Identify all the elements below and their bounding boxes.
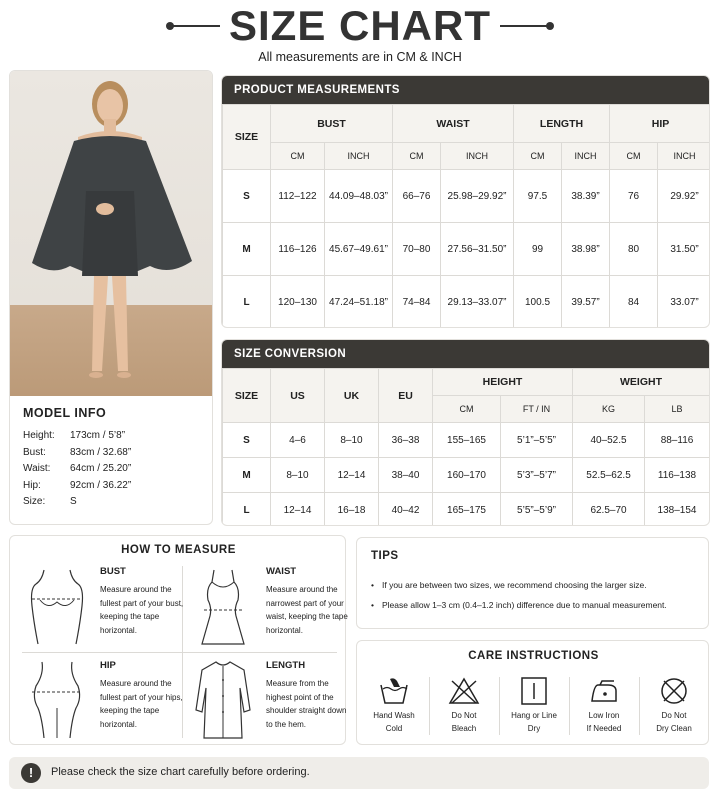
measure-bust — [22, 566, 182, 646]
unit-header: INCH — [325, 143, 393, 170]
unit-header: INCH — [562, 143, 610, 170]
table-cell: M — [223, 458, 271, 493]
model-info-heading: MODEL INFO — [23, 406, 107, 420]
model-info-row — [23, 463, 203, 480]
care-heading: CARE INSTRUCTIONS — [468, 650, 599, 662]
model-info-key: Waist: — [23, 463, 51, 474]
model-info-value: 173cm / 5’8” — [70, 430, 126, 441]
size-column-header: SIZE — [223, 369, 271, 423]
tip-item — [371, 580, 647, 590]
table-row — [223, 276, 711, 329]
care-item — [499, 671, 569, 741]
tip-text: Please allow 1–3 cm (0.4–1.2 inch) difference due to manual measurement. — [382, 600, 667, 610]
unit-header: CM — [393, 143, 441, 170]
hang-dry-icon — [518, 677, 550, 705]
table-cell: 120–130 — [271, 276, 325, 329]
table-cell: 5’1”–5’5” — [501, 423, 573, 458]
care-label-line: Bleach — [451, 724, 477, 733]
table-cell: L — [223, 493, 271, 527]
unit-header: INCH — [441, 143, 514, 170]
care-instructions-panel — [356, 640, 709, 745]
size-conversion-heading: SIZE CONVERSION — [222, 340, 709, 368]
tips-heading: TIPS — [371, 550, 399, 562]
table-cell: 116–138 — [645, 458, 710, 493]
table-cell: 33.07” — [658, 276, 710, 329]
size-column-header: SIZE — [223, 105, 271, 170]
care-label — [359, 709, 429, 735]
column-header: US — [271, 369, 325, 423]
table-cell: 52.5–62.5 — [573, 458, 645, 493]
low-iron-icon — [588, 677, 620, 705]
column-group-header: WAIST — [393, 105, 514, 143]
table-cell: 80 — [610, 223, 658, 276]
table-cell: M — [223, 223, 271, 276]
notice-bar — [9, 757, 709, 789]
unit-header: KG — [573, 396, 645, 423]
table-cell: 8–10 — [325, 423, 379, 458]
measure-waist — [188, 566, 348, 646]
care-label-line: Dry Clean — [656, 724, 692, 733]
table-row — [223, 223, 711, 276]
waist-dress-icon — [188, 566, 258, 646]
do-not-dry-clean-icon — [658, 677, 690, 705]
table-cell: 88–116 — [645, 423, 710, 458]
table-cell: 36–38 — [379, 423, 433, 458]
table-cell: 160–170 — [433, 458, 501, 493]
table-cell: 66–76 — [393, 170, 441, 223]
care-label-line: Do Not — [661, 711, 687, 720]
table-cell: 25.98–29.92” — [441, 170, 514, 223]
unit-header: CM — [610, 143, 658, 170]
table-cell: 74–84 — [393, 276, 441, 329]
table-cell: 40–52.5 — [573, 423, 645, 458]
table-cell: S — [223, 170, 271, 223]
care-label-line: Dry — [527, 724, 541, 733]
table-cell: 116–126 — [271, 223, 325, 276]
product-measurements-table — [221, 75, 710, 328]
table-cell: 8–10 — [271, 458, 325, 493]
model-illustration — [10, 71, 212, 396]
care-item — [359, 671, 429, 741]
table-cell: 100.5 — [514, 276, 562, 329]
model-info-row — [23, 430, 203, 447]
model-info — [23, 406, 203, 513]
how-to-measure-heading: HOW TO MEASURE — [121, 544, 236, 556]
table-cell: 29.13–33.07” — [441, 276, 514, 329]
model-info-key: Size: — [23, 496, 46, 507]
care-label-line: Low Iron — [588, 711, 620, 720]
table-cell: 38–40 — [379, 458, 433, 493]
column-group-header: LENGTH — [514, 105, 610, 143]
table-cell: S — [223, 423, 271, 458]
table-cell: 12–14 — [325, 458, 379, 493]
care-label-line: Hang or Line — [511, 711, 557, 720]
measure-description: Measure around the fullest part of your bust, keeping the tape horizontal. — [100, 585, 184, 635]
hand-wash-icon — [378, 677, 410, 705]
how-to-measure-panel — [9, 535, 346, 745]
table-cell: 45.67–49.61” — [325, 223, 393, 276]
size-conversion-table — [221, 339, 710, 526]
table-row — [223, 458, 710, 493]
model-info-value: S — [70, 496, 77, 507]
care-item — [429, 671, 499, 741]
model-info-value: 64cm / 25.20” — [70, 463, 132, 474]
table-cell: 5’3”–5’7” — [501, 458, 573, 493]
unit-header: INCH — [658, 143, 710, 170]
model-photo — [10, 71, 212, 396]
unit-header: LB — [645, 396, 710, 423]
care-label — [639, 709, 709, 735]
table-cell: 76 — [610, 170, 658, 223]
table-row — [223, 423, 710, 458]
table-cell: 31.50” — [658, 223, 710, 276]
model-info-value: 83cm / 32.68” — [70, 446, 132, 458]
measure-description: Measure from the highest point of the shoulder straight down to the hem. — [266, 679, 347, 729]
conversion-table — [222, 368, 710, 526]
column-group-header: HIP — [610, 105, 710, 143]
table-cell: 27.56–31.50” — [441, 223, 514, 276]
model-info-key: Hip: — [23, 479, 41, 491]
table-cell: 5’5”–5’9” — [501, 493, 573, 527]
table-cell: 112–122 — [271, 170, 325, 223]
model-info-key: Height: — [23, 430, 55, 441]
care-label — [429, 709, 499, 735]
table-cell: 84 — [610, 276, 658, 329]
model-info-row — [23, 447, 203, 464]
table-cell: L — [223, 276, 271, 329]
measure-length — [188, 660, 348, 740]
care-item — [569, 671, 639, 741]
table-cell: 40–42 — [379, 493, 433, 527]
care-label-line: If Needed — [586, 724, 622, 733]
divider — [22, 652, 337, 653]
column-group-header: HEIGHT — [433, 369, 573, 396]
unit-header: CM — [514, 143, 562, 170]
table-cell: 62.5–70 — [573, 493, 645, 527]
table-row — [223, 493, 710, 527]
table-cell: 4–6 — [271, 423, 325, 458]
unit-header: FT / IN — [501, 396, 573, 423]
measure-title: BUST — [100, 566, 126, 577]
model-info-key: Bust: — [23, 446, 46, 458]
table-cell: 44.09–48.03” — [325, 170, 393, 223]
table-cell: 155–165 — [433, 423, 501, 458]
column-header: UK — [325, 369, 379, 423]
table-cell: 38.39” — [562, 170, 610, 223]
length-dress-icon — [188, 660, 258, 740]
column-header: EU — [379, 369, 433, 423]
care-label-line: Cold — [385, 724, 403, 733]
product-measurements-heading: PRODUCT MEASUREMENTS — [222, 76, 709, 104]
bullet-icon: • — [371, 580, 374, 590]
hip-figure-icon — [22, 660, 92, 740]
table-cell: 99 — [514, 223, 562, 276]
care-label-line: Hand Wash — [373, 711, 415, 720]
tips-panel — [356, 537, 709, 629]
table-row — [223, 170, 711, 223]
header — [0, 0, 720, 70]
measurements-table — [222, 104, 710, 328]
alert-icon: ! — [21, 763, 41, 783]
measure-title: HIP — [100, 660, 116, 671]
care-item — [639, 671, 709, 741]
care-label-line: Do Not — [451, 711, 477, 720]
column-group-header: WEIGHT — [573, 369, 710, 396]
tip-text: If you are between two sizes, we recommend choosing the larger size. — [382, 580, 647, 590]
measure-title: WAIST — [266, 566, 297, 577]
measure-description: Measure around the narrowest part of your waist, keeping the tape horizontal. — [266, 585, 348, 635]
table-cell: 29.92” — [658, 170, 710, 223]
bullet-icon: • — [371, 600, 374, 610]
notice-text: Please check the size chart carefully before ordering. — [51, 766, 310, 778]
table-cell: 97.5 — [514, 170, 562, 223]
unit-header: CM — [433, 396, 501, 423]
column-group-header: BUST — [271, 105, 393, 143]
care-label — [569, 709, 639, 735]
model-info-row — [23, 496, 203, 513]
table-cell: 47.24–51.18” — [325, 276, 393, 329]
table-cell: 16–18 — [325, 493, 379, 527]
do-not-bleach-icon — [448, 677, 480, 705]
care-label — [499, 709, 569, 735]
table-cell: 12–14 — [271, 493, 325, 527]
model-panel — [9, 70, 213, 525]
table-cell: 38.98” — [562, 223, 610, 276]
table-cell: 138–154 — [645, 493, 710, 527]
model-info-row — [23, 480, 203, 497]
page-title: SIZE CHART — [229, 2, 491, 49]
measure-description: Measure around the fullest part of your hips, keeping the tape horizontal. — [100, 679, 183, 729]
model-info-value: 92cm / 36.22” — [70, 479, 132, 491]
page-subtitle: All measurements are in CM & INCH — [258, 50, 462, 64]
table-cell: 39.57” — [562, 276, 610, 329]
measure-title: LENGTH — [266, 660, 306, 671]
measure-hip — [22, 660, 182, 740]
bust-torso-icon — [22, 566, 92, 646]
table-cell: 165–175 — [433, 493, 501, 527]
tip-item — [371, 600, 667, 610]
unit-header: CM — [271, 143, 325, 170]
table-cell: 70–80 — [393, 223, 441, 276]
